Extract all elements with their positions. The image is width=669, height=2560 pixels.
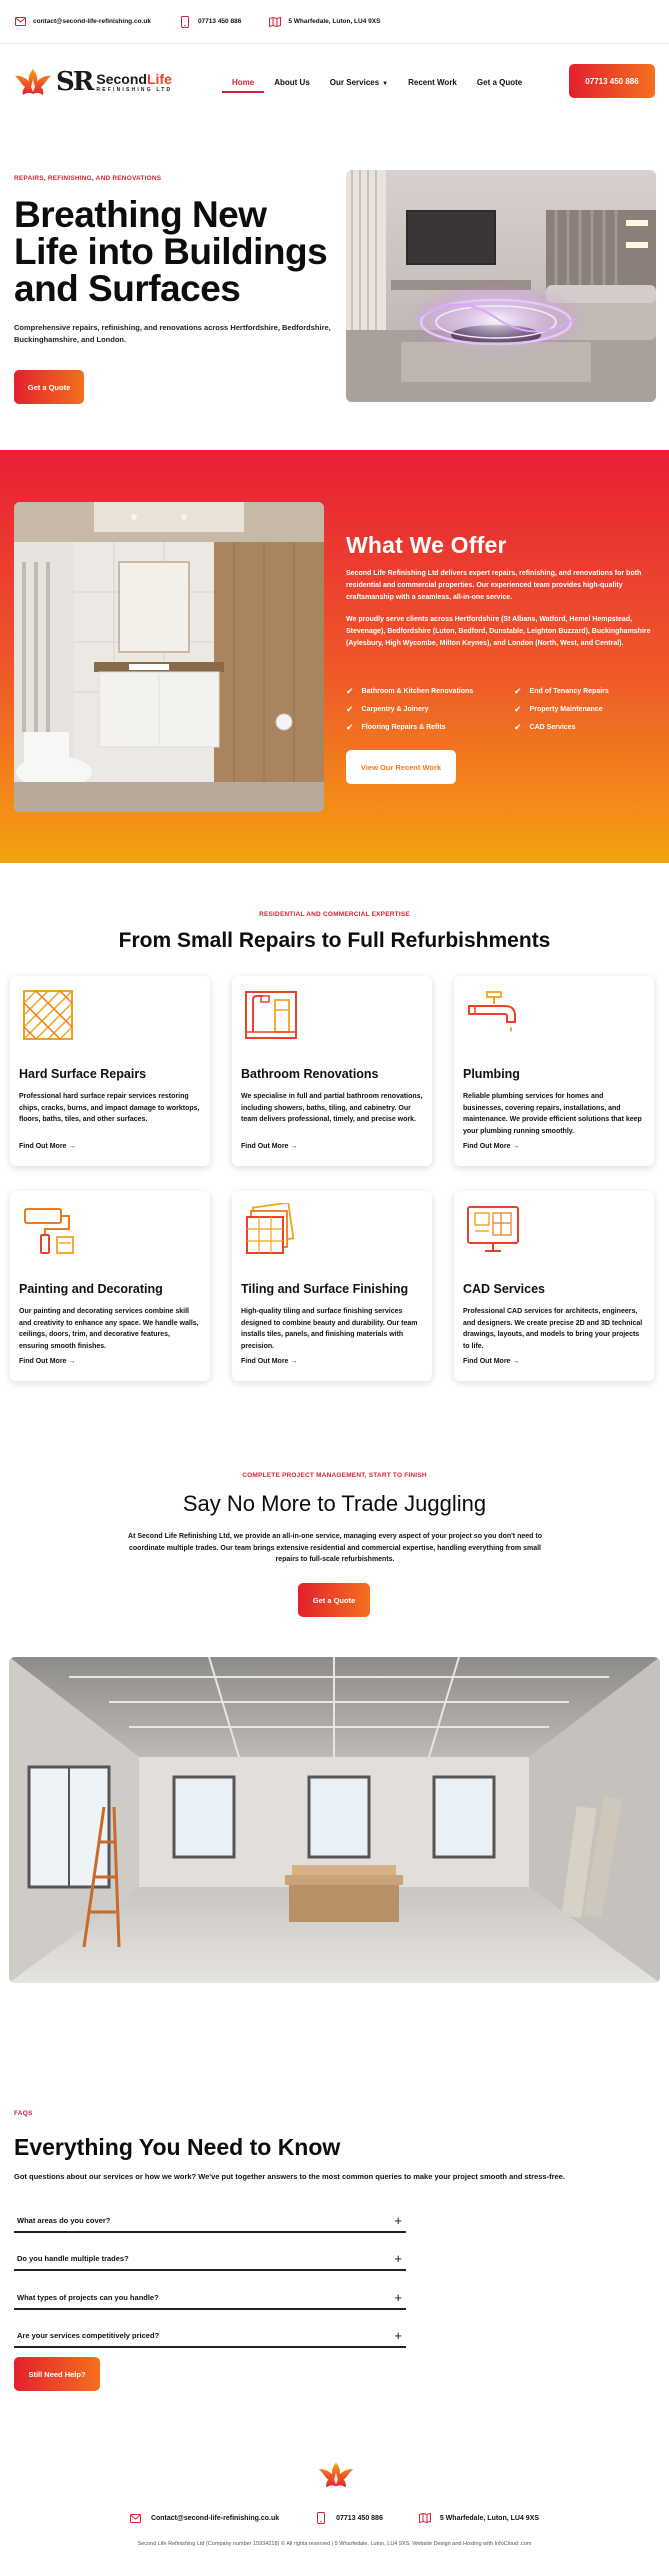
site-header bbox=[0, 44, 669, 120]
top-bar bbox=[0, 0, 669, 44]
arrow-right-icon: → bbox=[512, 1358, 520, 1365]
list-item-label: Flooring Repairs & Refits bbox=[361, 723, 446, 731]
list-item-label: CAD Services bbox=[529, 723, 576, 731]
faucet-icon bbox=[465, 988, 523, 1042]
hero-eyebrow: REPAIRS, REFINISHING, AND RENOVATIONS bbox=[14, 175, 162, 182]
link-label: Find Out More bbox=[241, 1143, 289, 1150]
hero-title: Breathing New Life into Buildings and Surfaces bbox=[14, 194, 328, 309]
list-item bbox=[346, 703, 514, 715]
footer-copyright: Second Life Refinishing Ltd (Company number 15934218) © All rights reserved | 5 Wharfedale, Luton, LU4 9XS. Website Design and Hosting with InfoCloud .com bbox=[137, 2541, 532, 2547]
find-out-more-link[interactable] bbox=[463, 1358, 519, 1365]
list-item-label: Carpentry & Joinery bbox=[361, 705, 429, 713]
service-card-bathroom[interactable] bbox=[232, 976, 432, 1166]
hero-image bbox=[346, 170, 656, 402]
list-item-label: Bathroom & Kitchen Renovations bbox=[361, 687, 474, 695]
logo-name bbox=[96, 72, 172, 86]
trade-paragraph: At Second Life Refinishing Ltd, we provide an all-in-one service, managing every aspect of your project so you don't need to coordinate multiple trades. Our team brings extensive residential and commercial expertise, handling everything from small repairs to full-scale refurbishments. bbox=[128, 1533, 542, 1563]
trade-eyebrow: COMPLETE PROJECT MANAGEMENT, START TO FINISH bbox=[242, 1472, 427, 1479]
check-icon: ✔ bbox=[514, 703, 522, 714]
logo-monogram: SR bbox=[56, 67, 93, 97]
faq-item-multiple-trades[interactable] bbox=[14, 2247, 406, 2271]
footer-email-text: Contact@second-life-refinishing.co.uk bbox=[150, 2514, 280, 2522]
card-title: Painting and Decorating bbox=[19, 1282, 163, 1296]
nav-item-services-label: Our Services bbox=[329, 77, 380, 87]
arrow-right-icon: → bbox=[290, 1358, 298, 1365]
list-item-label: End of Tenancy Repairs bbox=[529, 687, 609, 695]
nav-item-quote[interactable]: Get a Quote bbox=[476, 77, 523, 87]
blueprint-monitor-icon bbox=[465, 1203, 523, 1257]
hero-section bbox=[0, 120, 669, 450]
faq-item-project-types[interactable] bbox=[14, 2286, 406, 2310]
header-phone-button[interactable]: 07713 450 886 bbox=[569, 64, 655, 98]
faq-question: What types of projects can you handle? bbox=[17, 2292, 159, 2302]
card-title: Plumbing bbox=[463, 1067, 520, 1081]
list-item bbox=[346, 685, 514, 697]
card-description: Professional CAD services for architects, engineers, and designers. We create precise 2D and 3D technical drawings, layouts, and models to bring your projects to life. bbox=[463, 1308, 643, 1350]
offer-section bbox=[0, 450, 669, 863]
card-title: Bathroom Renovations bbox=[241, 1067, 379, 1081]
find-out-more-link[interactable] bbox=[241, 1358, 297, 1365]
main-nav bbox=[222, 44, 532, 120]
paint-roller-icon bbox=[21, 1203, 79, 1257]
footer-phone-text: 07713 450 886 bbox=[336, 2514, 383, 2522]
card-description: Professional hard surface repair services restoring chips, cracks, burns, and impact damage to worktops, floors, baths, tiles, and other surfaces. bbox=[19, 1093, 200, 1123]
footer-phone[interactable] bbox=[315, 2512, 383, 2524]
offer-paragraph-2: We proudly serve clients across Hertfordshire (St Albans, Watford, Hemel Hempstead, Stevenage), Bedfordshire (Luton, Bedford, Dunstable, Leighton Buzzard), Buckinghamshire (Aylesbury, High Wycombe, Milton Keynes), and London (North, West, and Central). bbox=[346, 616, 651, 647]
tile-swatch-icon bbox=[243, 1203, 301, 1257]
link-label: Find Out More bbox=[19, 1358, 67, 1365]
find-out-more-link[interactable] bbox=[241, 1143, 297, 1150]
nav-item-recent-work[interactable]: Recent Work bbox=[408, 77, 457, 87]
map-icon bbox=[419, 2512, 431, 2524]
hero-quote-button[interactable]: Get a Quote bbox=[14, 370, 84, 404]
topbar-phone[interactable] bbox=[179, 16, 241, 28]
faq-item-pricing[interactable] bbox=[14, 2324, 406, 2348]
arrow-right-icon: → bbox=[68, 1358, 76, 1365]
list-item-label: Property Maintenance bbox=[529, 705, 603, 713]
faq-question: Do you handle multiple trades? bbox=[17, 2253, 129, 2263]
list-item bbox=[514, 721, 656, 733]
link-label: Find Out More bbox=[241, 1358, 289, 1365]
service-card-hard-surface[interactable] bbox=[10, 976, 210, 1166]
logo-name-part1: Second bbox=[96, 70, 147, 87]
topbar-email[interactable] bbox=[14, 16, 151, 28]
link-label: Find Out More bbox=[463, 1143, 511, 1150]
faq-title: Everything You Need to Know bbox=[14, 2134, 341, 2160]
plus-icon: + bbox=[394, 2327, 402, 2343]
footer-address[interactable] bbox=[419, 2512, 539, 2524]
nav-item-home[interactable]: Home bbox=[222, 78, 264, 87]
caret-down-icon: ▼ bbox=[382, 80, 389, 87]
phone-icon bbox=[315, 2512, 327, 2524]
card-description: Reliable plumbing services for homes and businesses, covering repairs, installations, and maintenance. We provide efficient solutions that keep your plumbing running smoothly. bbox=[463, 1093, 642, 1135]
card-description: High-quality tiling and surface finishing services designed to combine beauty and durability. Our team installs tiles, panels, and finishing materials with precision. bbox=[241, 1308, 418, 1350]
phoenix-logo-icon bbox=[14, 65, 52, 99]
plus-icon: + bbox=[394, 2250, 402, 2266]
nav-item-services[interactable] bbox=[320, 78, 398, 87]
shower-icon bbox=[243, 988, 301, 1042]
offer-title: What We Offer bbox=[346, 532, 507, 558]
service-card-painting[interactable] bbox=[10, 1191, 210, 1381]
services-section bbox=[0, 863, 669, 1433]
mail-icon bbox=[130, 2512, 142, 2524]
logo-name-part2: Life bbox=[146, 70, 172, 87]
trade-section bbox=[0, 1433, 669, 1853]
check-icon: ✔ bbox=[346, 685, 354, 696]
site-logo[interactable] bbox=[14, 65, 184, 99]
link-label: Find Out More bbox=[463, 1358, 511, 1365]
tile-surface-icon bbox=[21, 988, 79, 1042]
check-icon: ✔ bbox=[346, 721, 354, 732]
trade-quote-button[interactable]: Get a Quote bbox=[298, 1583, 370, 1617]
card-title: CAD Services bbox=[463, 1282, 545, 1296]
card-description: We specialise in full and partial bathroom renovations, including showers, baths, tiling, and cabinetry. Our team delivers professional, timely, and precise work. bbox=[241, 1093, 423, 1123]
faq-subtitle: Got questions about our services or how we work? We've put together answers to the most common queries to make your project smooth and stress-free. bbox=[14, 2172, 565, 2181]
faq-item-areas[interactable] bbox=[14, 2209, 406, 2233]
service-card-plumbing[interactable] bbox=[454, 976, 654, 1166]
recent-work-button[interactable]: View Our Recent Work bbox=[346, 750, 456, 784]
arrow-right-icon: → bbox=[512, 1143, 520, 1150]
offer-list bbox=[346, 685, 656, 733]
service-card-tiling[interactable] bbox=[232, 1191, 432, 1381]
card-description: Our painting and decorating services combine skill and creativity to enhance any space. We handle walls, ceilings, doors, trim, and decorative features, ensuring smooth finishes. bbox=[19, 1308, 199, 1350]
find-out-more-link[interactable] bbox=[19, 1143, 75, 1150]
faq-section bbox=[0, 2110, 669, 2410]
topbar-address-text: 5 Wharfedale, Luton, LU4 9XS bbox=[288, 18, 381, 25]
list-item bbox=[514, 685, 656, 697]
logo-tagline: REFINISHING LTD bbox=[96, 86, 173, 93]
services-title: From Small Repairs to Full Refurbishments bbox=[118, 929, 551, 952]
nav-item-about[interactable]: About Us bbox=[274, 77, 310, 87]
footer-address-text: 5 Wharfedale, Luton, LU4 9XS bbox=[439, 2514, 540, 2522]
still-need-help-button[interactable]: Still Need Help? bbox=[14, 2357, 100, 2391]
list-item bbox=[514, 703, 656, 715]
card-title: Hard Surface Repairs bbox=[19, 1067, 147, 1081]
site-footer bbox=[0, 2450, 669, 2560]
trade-title: Say No More to Trade Juggling bbox=[182, 1491, 487, 1516]
footer-email[interactable] bbox=[130, 2512, 279, 2524]
find-out-more-link[interactable] bbox=[463, 1143, 519, 1150]
check-icon: ✔ bbox=[514, 685, 522, 696]
bathroom-image bbox=[14, 502, 324, 812]
service-card-cad[interactable] bbox=[454, 1191, 654, 1381]
topbar-address[interactable] bbox=[269, 16, 380, 28]
list-item bbox=[346, 721, 514, 733]
topbar-email-text: contact@second-life-refinishing.co.uk bbox=[33, 18, 151, 25]
link-label: Find Out More bbox=[19, 1143, 67, 1150]
hero-subtitle: Comprehensive repairs, refinishing, and renovations across Hertfordshire, Bedfordshire, Buckinghamshire, and London. bbox=[14, 323, 331, 344]
topbar-phone-text: 07713 450 886 bbox=[197, 18, 242, 25]
plus-icon: + bbox=[394, 2212, 402, 2228]
offer-paragraph-1: Second Life Refinishing Ltd delivers expert repairs, refinishing, and renovations for both residential and commercial properties. Our experienced team provides high-quality craftsmanship with a seamless, all-in-one service. bbox=[346, 570, 642, 601]
faq-eyebrow: FAQS bbox=[14, 2110, 33, 2117]
arrow-right-icon: → bbox=[68, 1143, 76, 1150]
arrow-right-icon: → bbox=[290, 1143, 298, 1150]
check-icon: ✔ bbox=[514, 721, 522, 732]
map-icon bbox=[269, 16, 281, 28]
check-icon: ✔ bbox=[346, 703, 354, 714]
card-title: Tiling and Surface Finishing bbox=[241, 1282, 409, 1296]
faq-question: Are your services competitively priced? bbox=[17, 2330, 160, 2340]
find-out-more-link[interactable] bbox=[19, 1358, 75, 1365]
logo-wordmark bbox=[96, 72, 172, 93]
phoenix-logo-icon[interactable] bbox=[318, 2458, 354, 2492]
plus-icon: + bbox=[394, 2289, 402, 2305]
renovation-image bbox=[9, 1657, 660, 1983]
mail-icon bbox=[14, 16, 26, 28]
faq-question: What areas do you cover? bbox=[17, 2215, 111, 2225]
phone-icon bbox=[179, 16, 191, 28]
services-eyebrow: RESIDENTIAL AND COMMERCIAL EXPERTISE bbox=[259, 911, 410, 918]
footer-contacts bbox=[0, 2512, 669, 2524]
